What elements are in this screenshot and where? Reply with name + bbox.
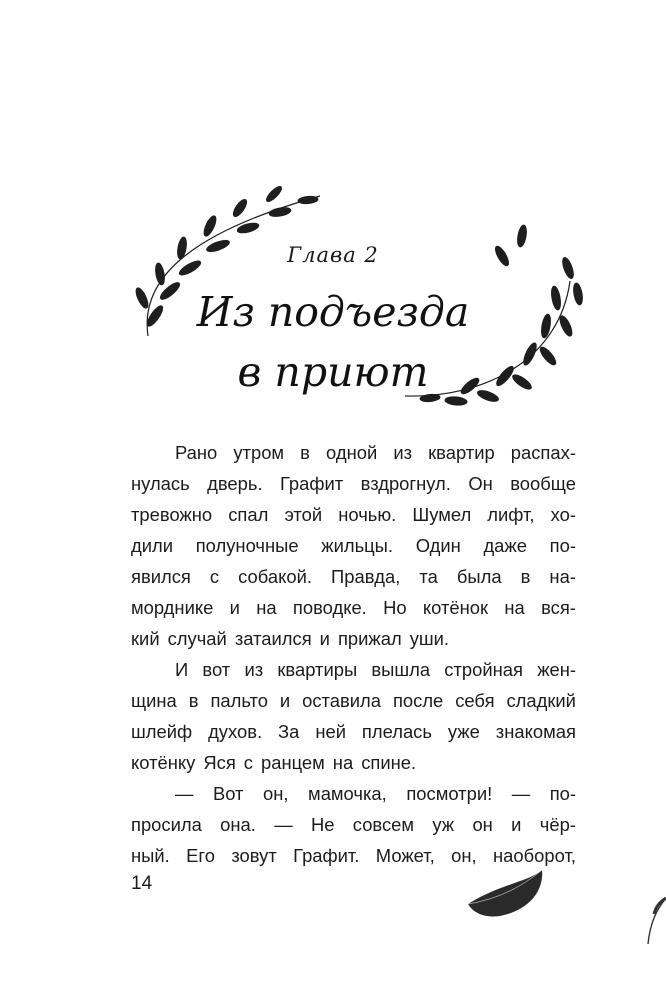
word: — bbox=[511, 783, 531, 804]
word: уж bbox=[432, 814, 455, 835]
word: и bbox=[319, 628, 330, 649]
leaf-icon bbox=[460, 862, 666, 1000]
word: он, bbox=[451, 845, 477, 866]
word: в bbox=[300, 442, 310, 463]
word: Вот bbox=[212, 783, 244, 804]
word: просила bbox=[131, 814, 202, 835]
word: вся- bbox=[541, 597, 576, 618]
word: Не bbox=[310, 814, 335, 835]
word: одной bbox=[326, 442, 378, 463]
word: наоборот, bbox=[493, 845, 576, 866]
word: ней bbox=[315, 721, 346, 742]
word: случай bbox=[167, 628, 227, 649]
word: мамочка, bbox=[308, 783, 387, 804]
word: ный. bbox=[131, 845, 170, 866]
word: в bbox=[188, 690, 199, 711]
word: он bbox=[472, 814, 493, 835]
text-line bbox=[131, 747, 576, 778]
text-line bbox=[131, 685, 576, 716]
word: шлейф bbox=[131, 721, 193, 742]
word: и bbox=[279, 690, 291, 711]
word: хо- bbox=[550, 504, 576, 525]
word: дили bbox=[131, 535, 174, 556]
word: поводке. bbox=[292, 597, 367, 618]
word: из bbox=[244, 659, 264, 680]
text-line bbox=[131, 530, 576, 561]
word: Шумел bbox=[412, 504, 472, 525]
word: щина bbox=[131, 690, 177, 711]
word: была bbox=[456, 566, 502, 587]
word: зовут bbox=[231, 845, 277, 866]
word: плелась bbox=[361, 721, 432, 742]
word: Его bbox=[186, 845, 215, 866]
text-line bbox=[131, 437, 576, 468]
word: посмотри! bbox=[406, 783, 493, 804]
word: Но bbox=[383, 597, 407, 618]
word: нулась bbox=[131, 473, 190, 494]
body-text bbox=[131, 437, 576, 871]
word: пальто bbox=[210, 690, 268, 711]
word: стройная bbox=[444, 659, 523, 680]
word: вышла bbox=[371, 659, 431, 680]
word: Графит. bbox=[293, 845, 360, 866]
word: котёнок bbox=[422, 597, 489, 618]
word: явился bbox=[131, 566, 191, 587]
word: чёр- bbox=[539, 814, 576, 835]
chapter-title-line: Из подъезда bbox=[196, 288, 470, 336]
page-number: 14 bbox=[131, 873, 153, 894]
word: ночью. bbox=[338, 504, 397, 525]
chapter-title-line: в приют bbox=[237, 348, 429, 396]
word: жен- bbox=[537, 659, 576, 680]
word: после bbox=[392, 690, 444, 711]
word: на- bbox=[549, 566, 576, 587]
text-line bbox=[131, 592, 576, 623]
word: Рано bbox=[175, 442, 218, 463]
text-line bbox=[131, 716, 576, 747]
word: ранцем bbox=[260, 752, 325, 773]
word: на bbox=[256, 597, 277, 618]
word: Яся bbox=[203, 752, 236, 773]
word: квартир bbox=[428, 442, 495, 463]
text-line bbox=[131, 499, 576, 530]
word: даже bbox=[483, 535, 527, 556]
word: котёнку bbox=[131, 752, 196, 773]
word: кий bbox=[131, 628, 160, 649]
word: — bbox=[274, 814, 293, 835]
text-line bbox=[131, 654, 576, 685]
word: жильцы. bbox=[321, 535, 394, 556]
word: вот bbox=[202, 659, 231, 680]
word: она. bbox=[220, 814, 256, 835]
word: на bbox=[504, 597, 525, 618]
word: вообще bbox=[510, 473, 576, 494]
word: с bbox=[243, 752, 253, 773]
word: собакой. bbox=[238, 566, 312, 587]
word: и bbox=[511, 814, 522, 835]
word: За bbox=[278, 721, 300, 742]
word: и bbox=[229, 597, 240, 618]
word: совсем bbox=[352, 814, 415, 835]
word: лифт, bbox=[487, 504, 535, 525]
word: затаился bbox=[234, 628, 312, 649]
word: оставила bbox=[302, 690, 381, 711]
word: утром bbox=[233, 442, 285, 463]
word: себя bbox=[455, 690, 495, 711]
word: дверь. bbox=[207, 473, 263, 494]
word: в bbox=[520, 566, 531, 587]
text-line bbox=[131, 778, 576, 809]
word: тревожно bbox=[131, 504, 213, 525]
word: полуночные bbox=[195, 535, 299, 556]
word: знакомая bbox=[495, 721, 576, 742]
text-line bbox=[131, 623, 576, 654]
word: он, bbox=[263, 783, 289, 804]
word: морднике bbox=[131, 597, 214, 618]
word: уши. bbox=[409, 628, 450, 649]
text-line bbox=[131, 468, 576, 499]
word: Графит bbox=[279, 473, 344, 494]
word: та bbox=[419, 566, 438, 587]
chapter-label: Глава 2 bbox=[287, 243, 379, 267]
word: прижал bbox=[337, 628, 402, 649]
word: квартиры bbox=[277, 659, 358, 680]
word: распах- bbox=[510, 442, 576, 463]
word: из bbox=[393, 442, 413, 463]
word: спал bbox=[228, 504, 269, 525]
word: уже bbox=[447, 721, 480, 742]
word: по- bbox=[549, 535, 576, 556]
word: вздрогнул. bbox=[360, 473, 451, 494]
word: Может, bbox=[375, 845, 435, 866]
word: на bbox=[332, 752, 354, 773]
word: по- bbox=[549, 783, 576, 804]
word: Один bbox=[415, 535, 461, 556]
word: этой bbox=[284, 504, 323, 525]
text-line bbox=[131, 561, 576, 592]
word: с bbox=[209, 566, 220, 587]
word: сладкий bbox=[506, 690, 576, 711]
word: спине. bbox=[361, 752, 417, 773]
text-line bbox=[131, 809, 576, 840]
word: духов. bbox=[208, 721, 263, 742]
word: — bbox=[175, 783, 194, 804]
word: Правда, bbox=[331, 566, 401, 587]
chapter-title bbox=[0, 282, 666, 402]
word: И bbox=[175, 659, 189, 680]
word: Он bbox=[468, 473, 493, 494]
